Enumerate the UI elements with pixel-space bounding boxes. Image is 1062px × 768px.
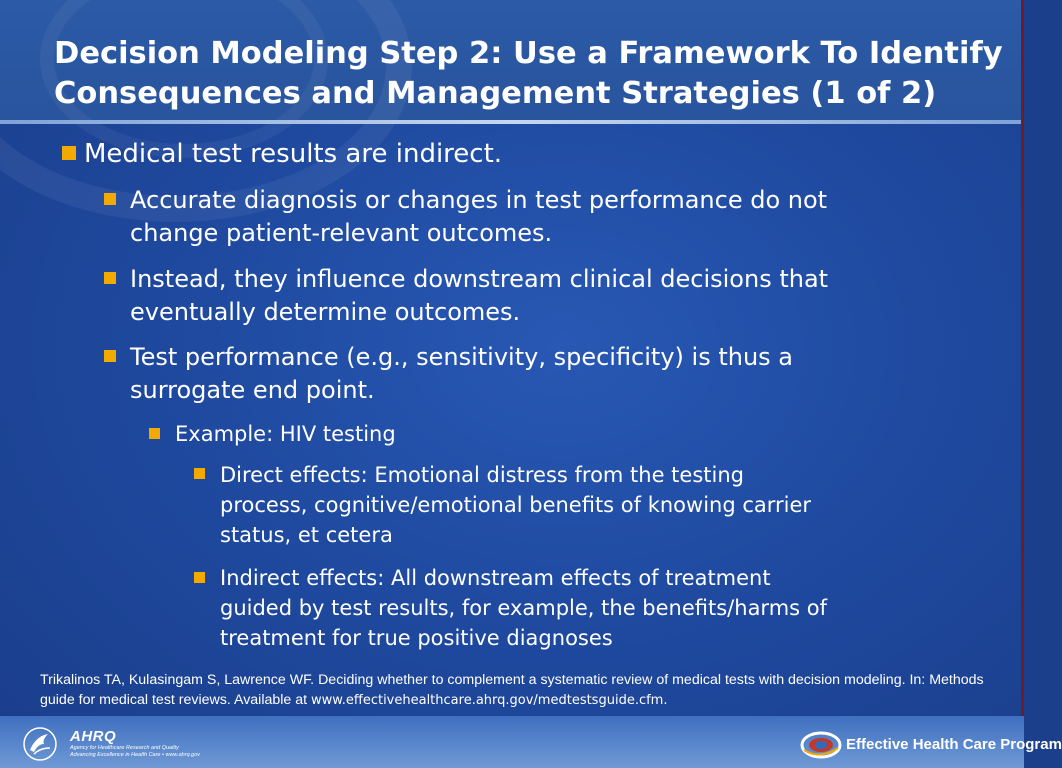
program-name: Effective Health Care Program [846, 736, 1062, 753]
bullet-level-4: Direct effects: Emotional distress from the testing process, cognitive/emotional benefits of knowing carrier status, et cetera [220, 463, 812, 547]
citation-url[interactable]: www.effectivehealthcare.ahrq.gov/medtestsguide.cfm. [311, 693, 668, 708]
hhs-eagle-icon [20, 726, 60, 762]
bullet-marker-icon [104, 272, 116, 284]
ahrq-tagline: Advancing Excellence in Health Care • www.ahrq.gov [70, 752, 201, 758]
bullet-marker-icon [104, 193, 116, 205]
bullet-level-2: Accurate diagnosis or changes in test performance do not change patient-relevant outcomes. [130, 186, 828, 247]
bullet-marker-icon [149, 428, 160, 439]
bullet-level-2: Test performance (e.g., sensitivity, specificity) is thus a surrogate end point. [130, 343, 793, 404]
bullet-level-4: Indirect effects: All downstream effects of treatment guided by test results, for example, the benefits/harms of treatment for true positive diagnoses [220, 566, 828, 650]
bullet-level-1: Medical test results are indirect. [84, 139, 503, 169]
slide-title: Decision Modeling Step 2: Use a Framework To Identify Consequences and Management Strategies (1 of 2) [54, 36, 1003, 111]
citation [40, 670, 1000, 711]
bullet-marker-icon [62, 146, 76, 160]
bullet-marker-icon [104, 350, 116, 362]
bullet-level-3: Example: HIV testing [175, 422, 396, 446]
title-divider [0, 120, 1024, 124]
ahrq-tagline: Agency for Healthcare Research and Quality [70, 745, 179, 751]
edge-accent [1021, 0, 1024, 720]
effective-health-care-logo-icon [800, 730, 842, 760]
bullet-marker-icon [194, 572, 205, 583]
ahrq-name: AHRQ [70, 728, 117, 745]
ahrq-logo [70, 728, 200, 759]
bullet-level-2: Instead, they influence downstream clinical decisions that eventually determine outcomes. [130, 265, 829, 326]
citation-text: Trikalinos TA, Kulasingam S, Lawrence WF. Deciding whether to complement a systematic review of medical tests with decision modeling. In: Methods guide for medical test reviews. Available at [40, 672, 984, 708]
bullet-marker-icon [194, 468, 205, 479]
